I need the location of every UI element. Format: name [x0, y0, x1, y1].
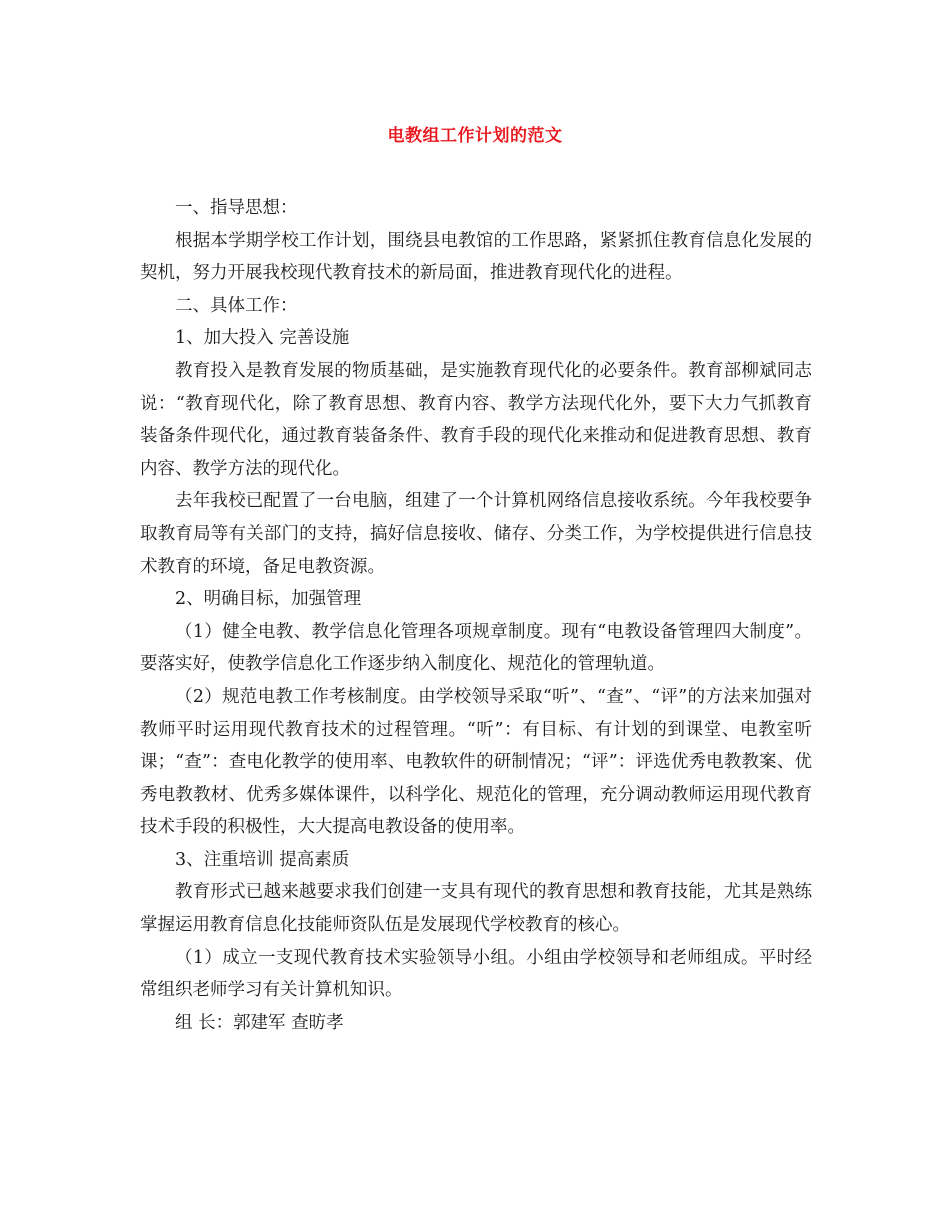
paragraph-last-year: 去年我校已配置了一台电脑，组建了一个计算机网络信息接收系统。今年我校要争取教育局等有关部门的支持，搞好信息接收、储存、分类工作，为学校提供进行信息技术教育的环境，备足电教资源。 [140, 491, 812, 577]
paragraph-assessment: （2）规范电教工作考核制度。由学校领导采取“听”、“查”、“评”的方法来加强对教师平时运用现代教育技术的过程管理。“听”：有目标、有计划的到课堂、电教室听课；“查”：查电化教学的使用率、电教软件的研制情况；“评”：评选优秀电教教案、优秀电教教材、优秀多媒体课件，以科学化、规范化的管理，充分调动教师运用现代教育技术手段的积极性，大大提高电教设备的使用率。 [140, 686, 812, 838]
paragraph-leading-group: （1）成立一支现代教育技术实验领导小组。小组由学校领导和老师组成。平时经常组织老师学习有关计算机知识。 [140, 947, 812, 1001]
paragraph-guiding-idea: 根据本学期学校工作计划，围绕县电教馆的工作思路，紧紧抓住教育信息化发展的契机，努力开展我校现代教育技术的新局面，推进教育现代化的进程。 [140, 230, 812, 284]
section-heading-guiding-idea: 一、指导思想： [175, 198, 298, 218]
subheading-investment: 1、加大投入 完善设施 [175, 328, 350, 349]
subheading-training: 3、注重培训 提高素质 [175, 849, 350, 870]
paragraph-group-leader: 组 长：郭建军 查昉孝 [175, 1012, 344, 1033]
paragraph-investment: 教育投入是教育发展的物质基础，是实施教育现代化的必要条件。教育部柳斌同志说：“教育现代化，除了教育思想、教育内容、教学方法现代化外，要下大力气抓教育装备条件现代化，通过教育装备条件、教育手段的现代化来推动和促进教育思想、教育内容、教学方法的现代化。 [140, 360, 812, 479]
subheading-goals: 2、明确目标，加强管理 [175, 589, 362, 610]
paragraph-training: 教育形式已越来越要求我们创建一支具有现代的教育思想和教育技能，尤其是熟练掌握运用教育信息化技能师资队伍是发展现代学校教育的核心。 [140, 882, 812, 936]
document-body [140, 192, 812, 1039]
document-title: 电教组工作计划的范文 [387, 126, 563, 146]
section-heading-specific-work: 二、具体工作： [175, 295, 298, 316]
paragraph-rules: （1）健全电教、教学信息化管理各项规章制度。现有“电教设备管理四大制度”。要落实好，使教学信息化工作逐步纳入制度化、规范化的管理轨道。 [140, 621, 812, 675]
